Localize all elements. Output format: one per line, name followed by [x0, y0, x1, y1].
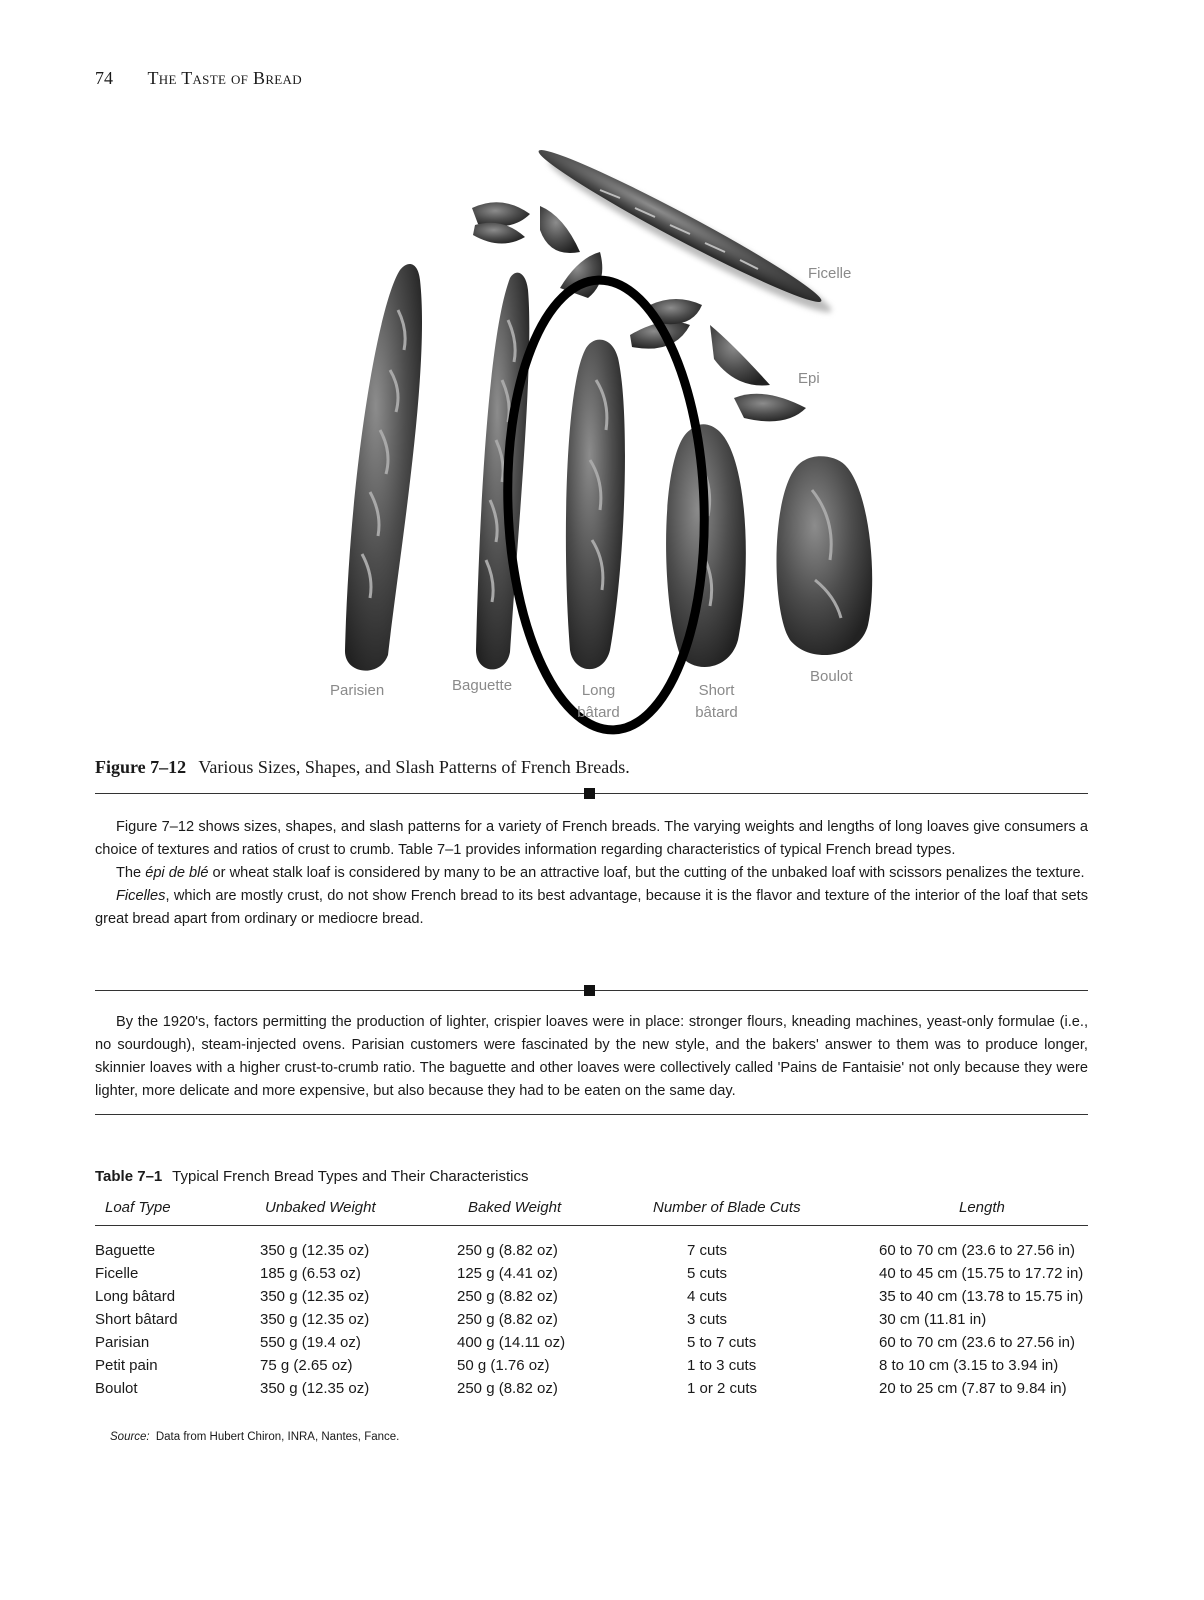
short-batard-label: [694, 680, 739, 724]
table-source: [110, 1431, 399, 1443]
sidebar-bottom-rule: [95, 1114, 1088, 1115]
cell-loaf-type: Baguette: [95, 1242, 156, 1259]
table-row: [95, 1242, 1088, 1265]
parisien-loaf: [345, 264, 422, 671]
cell-length: 20 to 25 cm (7.87 to 9.84 in): [879, 1380, 1067, 1397]
page-number: 74: [95, 68, 113, 88]
long-batard-label: [576, 680, 621, 724]
cell-baked-weight: 250 g (8.82 oz): [457, 1380, 558, 1397]
source-text: Data from Hubert Chiron, INRA, Nantes, Fance.: [155, 1431, 400, 1443]
sidebar-paragraph: By the 1920's, factors permitting the production of lighter, crispier loaves were in place: stronger flours, kneading machines, yeast-only formulae (i.e., no sourdough), steam-injected ovens. Parisian customers were fascinated by the new style, and the bakers' answer to them was to produce longer, skinnier loaves with a higher crust-to-crumb ratio. The baguette and other loaves were collectively called 'Pains de Fantaisie' not only because they were lighter, more delicate and more expensive, but also because they had to be eaten on the same day.: [95, 1014, 1088, 1099]
cell-loaf-type: Long bâtard: [95, 1288, 176, 1305]
cell-loaf-type: Petit pain: [95, 1357, 158, 1374]
cell-baked-weight: 250 g (8.82 oz): [457, 1242, 558, 1259]
table-row: [95, 1334, 1088, 1357]
cell-unbaked-weight: 75 g (2.65 oz): [260, 1357, 353, 1374]
running-head: [95, 68, 302, 89]
cell-blade-cuts: 1 to 3 cuts: [687, 1357, 757, 1374]
header-unbaked-weight: Unbaked Weight: [265, 1199, 376, 1216]
ficelles-term: Ficelles: [116, 888, 166, 904]
long-batard-label-line1: Long: [581, 682, 616, 699]
cell-baked-weight: 250 g (8.82 oz): [457, 1288, 558, 1305]
table-number: Table 7–1: [95, 1168, 163, 1185]
body-paragraph-2-post: or wheat stalk loaf is considered by many to be an attractive loaf, but the cutting of the unbaked loaf with scissors penalizes the texture.: [208, 865, 1085, 881]
table-title: Typical French Bread Types and Their Characteristics: [172, 1168, 529, 1185]
table-caption: [95, 1168, 528, 1185]
boulot-label: Boulot: [810, 668, 853, 685]
cell-unbaked-weight: 550 g (19.4 oz): [260, 1334, 361, 1351]
cell-loaf-type: Boulot: [95, 1380, 138, 1397]
cell-blade-cuts: 5 to 7 cuts: [687, 1334, 757, 1351]
cell-blade-cuts: 3 cuts: [687, 1311, 728, 1328]
cell-baked-weight: 250 g (8.82 oz): [457, 1311, 558, 1328]
figure-number: Figure 7–12: [95, 757, 187, 777]
cell-length: 60 to 70 cm (23.6 to 27.56 in): [879, 1242, 1075, 1259]
header-blade-cuts: Number of Blade Cuts: [653, 1199, 801, 1216]
header-baked-weight: Baked Weight: [468, 1199, 562, 1216]
body-paragraph-3: [95, 885, 1088, 931]
cell-unbaked-weight: 350 g (12.35 oz): [260, 1242, 370, 1259]
body-paragraph-3-post: , which are mostly crust, do not show French bread to its best advantage, because it is the flavor and texture of the interior of the loaf that sets great bread apart from ordinary or mediocre bread.: [95, 888, 1088, 927]
epi-de-ble-term: épi de blé: [145, 865, 209, 881]
ficelle-label: Ficelle: [808, 265, 852, 282]
cell-unbaked-weight: 350 g (12.35 oz): [260, 1311, 370, 1328]
cell-loaf-type: Parisian: [95, 1334, 150, 1351]
cell-unbaked-weight: 185 g (6.53 oz): [260, 1265, 361, 1282]
cell-blade-cuts: 4 cuts: [687, 1288, 728, 1305]
long-batard-loaf: [566, 340, 625, 670]
sidebar-bullet-marker: [584, 985, 595, 996]
body-text: [95, 816, 1088, 931]
table-row: [95, 1357, 1088, 1380]
cell-baked-weight: 50 g (1.76 oz): [457, 1357, 550, 1374]
table-row: [95, 1288, 1088, 1311]
cell-loaf-type: Ficelle: [95, 1265, 139, 1282]
running-title: The Taste of Bread: [147, 68, 302, 88]
cell-blade-cuts: 1 or 2 cuts: [687, 1380, 758, 1397]
bread-figure: [300, 130, 920, 750]
parisien-label: Parisien: [330, 682, 385, 699]
body-paragraph-1: Figure 7–12 shows sizes, shapes, and slash patterns for a variety of French breads. The varying weights and lengths of long loaves give consumers a choice of textures and ratios of crust to crumb. Table 7–1 provides information regarding characteristics of typical French bread types.: [95, 819, 1088, 858]
rule-bullet-marker: [584, 788, 595, 799]
figure-caption: [95, 757, 630, 778]
table-row: [95, 1311, 1088, 1334]
short-batard-label-line2: bâtard: [695, 704, 738, 721]
figure-caption-text: Various Sizes, Shapes, and Slash Patterns of French Breads.: [198, 757, 630, 777]
header-loaf-type: Loaf Type: [105, 1199, 171, 1216]
table-row: [95, 1265, 1088, 1288]
body-paragraph-2-pre: The: [116, 865, 146, 881]
long-batard-label-line2: bâtard: [577, 704, 620, 721]
table-header: [95, 1195, 1088, 1226]
baguette-label: Baguette: [452, 677, 513, 694]
epi-label: Epi: [798, 370, 820, 387]
cell-length: 40 to 45 cm (15.75 to 17.72 in): [879, 1265, 1084, 1282]
cell-unbaked-weight: 350 g (12.35 oz): [260, 1380, 370, 1397]
header-length: Length: [959, 1199, 1005, 1216]
boulot-loaf: [776, 456, 872, 655]
cell-blade-cuts: 7 cuts: [687, 1242, 728, 1259]
bread-illustration: [300, 130, 920, 750]
ficelle-loaf: [533, 139, 839, 324]
short-batard-label-line1: Short: [698, 682, 735, 699]
body-paragraph-2: [95, 862, 1088, 885]
cell-baked-weight: 400 g (14.11 oz): [457, 1334, 566, 1351]
bread-types-table: [95, 1195, 1088, 1403]
cell-blade-cuts: 5 cuts: [687, 1265, 728, 1282]
source-label: Source:: [110, 1431, 150, 1443]
history-sidebar: [95, 1011, 1088, 1103]
cell-length: 60 to 70 cm (23.6 to 27.56 in): [879, 1334, 1075, 1351]
table-row: [95, 1380, 1088, 1403]
cell-length: 8 to 10 cm (3.15 to 3.94 in): [879, 1357, 1059, 1374]
cell-baked-weight: 125 g (4.41 oz): [457, 1265, 558, 1282]
cell-length: 30 cm (11.81 in): [879, 1311, 987, 1328]
cell-loaf-type: Short bâtard: [95, 1311, 178, 1328]
table-body: [95, 1242, 1088, 1403]
cell-unbaked-weight: 350 g (12.35 oz): [260, 1288, 370, 1305]
cell-length: 35 to 40 cm (13.78 to 15.75 in): [879, 1288, 1084, 1305]
